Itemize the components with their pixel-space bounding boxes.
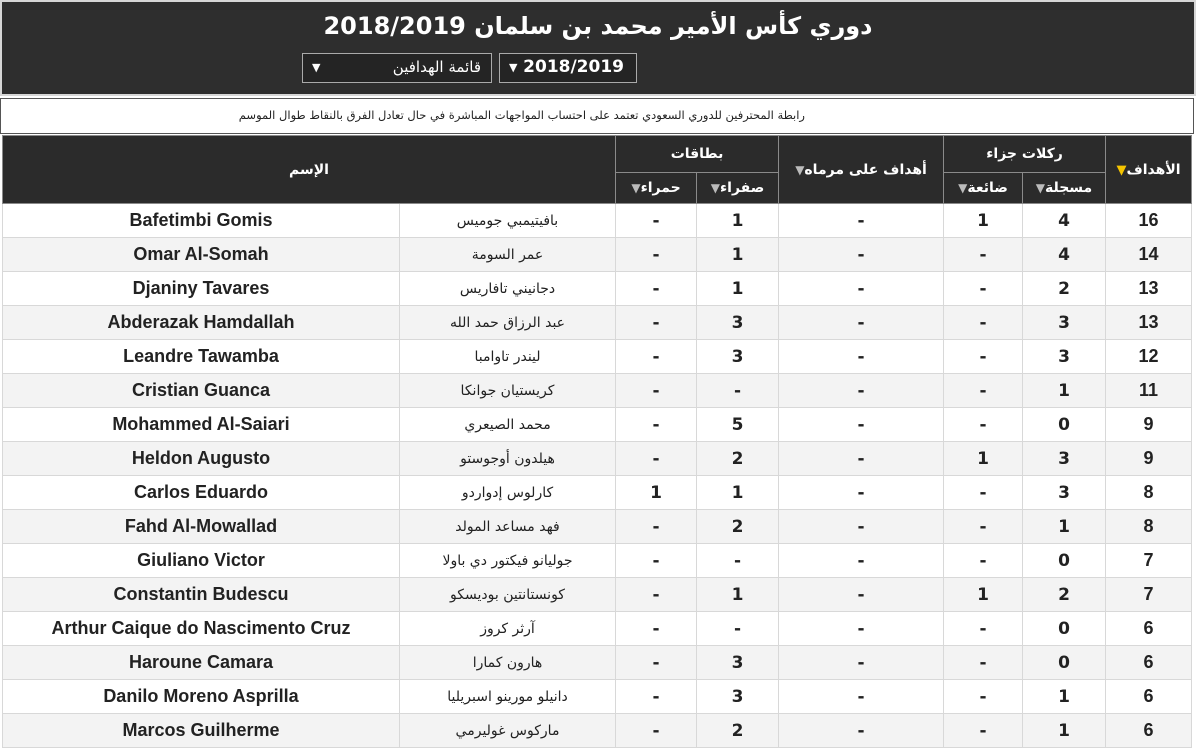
- yellow-cards-cell: 1: [697, 238, 779, 272]
- table-row: [3, 680, 1192, 714]
- red-cards-cell: -: [616, 442, 697, 476]
- table-row: [3, 306, 1192, 340]
- missed-penalties-column-header[interactable]: ▼ضائعة: [944, 173, 1023, 204]
- red-cards-column-header[interactable]: ▼حمراء: [616, 173, 697, 204]
- goals-cell: 13: [1106, 272, 1192, 306]
- player-name-en: Haroune Camara: [3, 646, 400, 680]
- scored-penalties-cell: 1: [1023, 680, 1106, 714]
- missed-penalties-cell: 1: [944, 204, 1023, 238]
- table-row: [3, 442, 1192, 476]
- goals-cell: 9: [1106, 408, 1192, 442]
- red-cards-cell: -: [616, 714, 697, 748]
- goals-cell: 7: [1106, 578, 1192, 612]
- table-row: [3, 612, 1192, 646]
- scored-penalties-cell: 4: [1023, 238, 1106, 272]
- missed-penalties-cell: -: [944, 646, 1023, 680]
- scored-penalties-cell: 1: [1023, 510, 1106, 544]
- header-bar: [0, 0, 1196, 96]
- missed-penalties-cell: -: [944, 340, 1023, 374]
- goals-cell: 7: [1106, 544, 1192, 578]
- scored-penalties-column-header[interactable]: ▼مسجلة: [1023, 173, 1106, 204]
- player-name-ar: دجانيني تافاريس: [400, 272, 616, 306]
- missed-penalties-cell: 1: [944, 578, 1023, 612]
- missed-penalties-cell: -: [944, 408, 1023, 442]
- player-name-en: Mohammed Al-Saiari: [3, 408, 400, 442]
- own-goals-cell: -: [779, 442, 944, 476]
- scored-penalties-cell: 2: [1023, 272, 1106, 306]
- player-name-ar: هيلدون أوجوستو: [400, 442, 616, 476]
- scored-penalties-cell: 3: [1023, 442, 1106, 476]
- tiebreak-note: رابطة المحترفين للدوري السعودي تعتمد على احتساب المواجهات المباشرة في حال تعادل الفرق بالنقاط طوال الموسم: [0, 98, 1194, 134]
- goals-column-header[interactable]: ▼الأهداف: [1106, 136, 1192, 204]
- player-name-en: Abderazak Hamdallah: [3, 306, 400, 340]
- missed-penalties-cell: -: [944, 680, 1023, 714]
- own-goals-cell: -: [779, 578, 944, 612]
- player-name-en: Constantin Budescu: [3, 578, 400, 612]
- goals-cell: 16: [1106, 204, 1192, 238]
- table-row: [3, 340, 1192, 374]
- own-goals-cell: -: [779, 306, 944, 340]
- table-row: [3, 578, 1192, 612]
- player-name-en: Danilo Moreno Asprilla: [3, 680, 400, 714]
- sort-arrow-icon: ▼: [631, 181, 641, 195]
- scored-penalties-cell: 3: [1023, 340, 1106, 374]
- table-row: [3, 204, 1192, 238]
- player-name-en: Omar Al-Somah: [3, 238, 400, 272]
- missed-penalties-cell: -: [944, 476, 1023, 510]
- player-name-ar: جوليانو فيكتور دي باولا: [400, 544, 616, 578]
- red-cards-cell: -: [616, 272, 697, 306]
- missed-penalties-cell: -: [944, 544, 1023, 578]
- red-cards-cell: -: [616, 408, 697, 442]
- list-type-select-value: قائمة الهدافين: [392, 58, 481, 76]
- table-row: [3, 272, 1192, 306]
- goals-cell: 14: [1106, 238, 1192, 272]
- yellow-cards-cell: 1: [697, 272, 779, 306]
- yellow-cards-cell: 2: [697, 714, 779, 748]
- red-cards-cell: -: [616, 238, 697, 272]
- chevron-down-icon: ▼: [312, 61, 321, 74]
- own-goals-cell: -: [779, 510, 944, 544]
- scored-penalties-cell: 1: [1023, 374, 1106, 408]
- own-goals-cell: -: [779, 238, 944, 272]
- player-name-ar: فهد مساعد المولد: [400, 510, 616, 544]
- table-row: [3, 646, 1192, 680]
- goals-cell: 13: [1106, 306, 1192, 340]
- season-select-value: 2018/2019: [523, 57, 624, 77]
- player-name-ar: ماركوس غوليرمي: [400, 714, 616, 748]
- player-name-ar: دانيلو مورينو اسبريليا: [400, 680, 616, 714]
- yellow-cards-cell: 3: [697, 646, 779, 680]
- player-name-ar: ليندر تاوامبا: [400, 340, 616, 374]
- player-name-ar: عمر السومة: [400, 238, 616, 272]
- missed-penalties-cell: -: [944, 238, 1023, 272]
- missed-penalties-cell: -: [944, 272, 1023, 306]
- red-cards-cell: -: [616, 612, 697, 646]
- red-cards-cell: -: [616, 204, 697, 238]
- own-goals-cell: -: [779, 374, 944, 408]
- scored-penalties-cell: 0: [1023, 408, 1106, 442]
- scored-penalties-cell: 0: [1023, 544, 1106, 578]
- missed-penalties-cell: -: [944, 714, 1023, 748]
- yellow-cards-cell: 2: [697, 442, 779, 476]
- top-scorers-table: [2, 135, 1192, 748]
- red-cards-cell: -: [616, 578, 697, 612]
- player-name-en: Marcos Guilherme: [3, 714, 400, 748]
- scored-penalties-cell: 4: [1023, 204, 1106, 238]
- goals-cell: 6: [1106, 714, 1192, 748]
- player-name-en: Fahd Al-Mowallad: [3, 510, 400, 544]
- missed-penalties-cell: 1: [944, 442, 1023, 476]
- player-name-en: Heldon Augusto: [3, 442, 400, 476]
- page-title: دوري كأس الأمير محمد بن سلمان 2018/2019: [323, 12, 873, 40]
- missed-penalties-cell: -: [944, 306, 1023, 340]
- cards-group-header: بطاقات: [616, 136, 779, 173]
- own-goals-cell: -: [779, 544, 944, 578]
- scored-penalties-cell: 0: [1023, 612, 1106, 646]
- own-goals-cell: -: [779, 408, 944, 442]
- goals-cell: 6: [1106, 646, 1192, 680]
- player-name-ar: هارون كمارا: [400, 646, 616, 680]
- yellow-cards-column-header[interactable]: ▼صفراء: [697, 173, 779, 204]
- sort-arrow-icon: ▼: [795, 162, 805, 177]
- player-name-ar: عبد الرزاق حمد الله: [400, 306, 616, 340]
- player-name-ar: كونستانتين بوديسكو: [400, 578, 616, 612]
- own-goals-column-header[interactable]: ▼أهداف على مرماه: [779, 136, 944, 204]
- own-goals-cell: -: [779, 272, 944, 306]
- yellow-cards-cell: 1: [697, 476, 779, 510]
- yellow-cards-cell: 1: [697, 204, 779, 238]
- yellow-cards-cell: 1: [697, 578, 779, 612]
- own-goals-cell: -: [779, 340, 944, 374]
- list-type-select[interactable]: [302, 53, 492, 83]
- goals-cell: 12: [1106, 340, 1192, 374]
- missed-penalties-cell: -: [944, 510, 1023, 544]
- player-name-ar: كارلوس إدواردو: [400, 476, 616, 510]
- table-row: [3, 544, 1192, 578]
- red-cards-cell: -: [616, 544, 697, 578]
- goals-cell: 6: [1106, 680, 1192, 714]
- yellow-cards-cell: 3: [697, 306, 779, 340]
- table-row: [3, 714, 1192, 748]
- player-name-en: Cristian Guanca: [3, 374, 400, 408]
- player-name-ar: محمد الصيعري: [400, 408, 616, 442]
- player-name-en: Carlos Eduardo: [3, 476, 400, 510]
- goals-cell: 9: [1106, 442, 1192, 476]
- player-name-ar: آرثر كروز: [400, 612, 616, 646]
- sort-arrow-icon: ▼: [958, 181, 968, 195]
- goals-cell: 11: [1106, 374, 1192, 408]
- own-goals-cell: -: [779, 612, 944, 646]
- red-cards-cell: -: [616, 340, 697, 374]
- player-name-en: Giuliano Victor: [3, 544, 400, 578]
- own-goals-cell: -: [779, 680, 944, 714]
- table-row: [3, 408, 1192, 442]
- player-name-en: Bafetimbi Gomis: [3, 204, 400, 238]
- table-row: [3, 476, 1192, 510]
- red-cards-cell: -: [616, 306, 697, 340]
- missed-penalties-cell: -: [944, 374, 1023, 408]
- red-cards-cell: -: [616, 646, 697, 680]
- scored-penalties-cell: 3: [1023, 476, 1106, 510]
- player-name-ar: كريستيان جوانكا: [400, 374, 616, 408]
- yellow-cards-cell: -: [697, 612, 779, 646]
- season-select[interactable]: [499, 53, 637, 83]
- goals-cell: 8: [1106, 510, 1192, 544]
- sort-arrow-icon: ▼: [710, 181, 720, 195]
- yellow-cards-cell: -: [697, 544, 779, 578]
- scored-penalties-cell: 1: [1023, 714, 1106, 748]
- scored-penalties-cell: 2: [1023, 578, 1106, 612]
- sort-arrow-active-icon: ▼: [1116, 162, 1127, 178]
- chevron-down-icon: ▼: [509, 61, 518, 74]
- yellow-cards-cell: 3: [697, 340, 779, 374]
- table-row: [3, 510, 1192, 544]
- own-goals-cell: -: [779, 646, 944, 680]
- player-name-en: Arthur Caique do Nascimento Cruz: [3, 612, 400, 646]
- player-name-en: Djaniny Tavares: [3, 272, 400, 306]
- yellow-cards-cell: -: [697, 374, 779, 408]
- table-row: [3, 374, 1192, 408]
- scored-penalties-cell: 0: [1023, 646, 1106, 680]
- table-body: [3, 204, 1192, 748]
- table-row: [3, 238, 1192, 272]
- yellow-cards-cell: 3: [697, 680, 779, 714]
- red-cards-cell: -: [616, 374, 697, 408]
- player-name-ar: بافيتيمبي جوميس: [400, 204, 616, 238]
- penalties-group-header: ركلات جزاء: [944, 136, 1106, 173]
- goals-cell: 6: [1106, 612, 1192, 646]
- sort-arrow-icon: ▼: [1035, 181, 1046, 195]
- goals-cell: 8: [1106, 476, 1192, 510]
- own-goals-cell: -: [779, 714, 944, 748]
- own-goals-cell: -: [779, 204, 944, 238]
- yellow-cards-cell: 5: [697, 408, 779, 442]
- red-cards-cell: 1: [616, 476, 697, 510]
- own-goals-cell: -: [779, 476, 944, 510]
- red-cards-cell: -: [616, 510, 697, 544]
- name-column-header: الإسم: [3, 136, 616, 204]
- scored-penalties-cell: 3: [1023, 306, 1106, 340]
- player-name-en: Leandre Tawamba: [3, 340, 400, 374]
- missed-penalties-cell: -: [944, 612, 1023, 646]
- red-cards-cell: -: [616, 680, 697, 714]
- yellow-cards-cell: 2: [697, 510, 779, 544]
